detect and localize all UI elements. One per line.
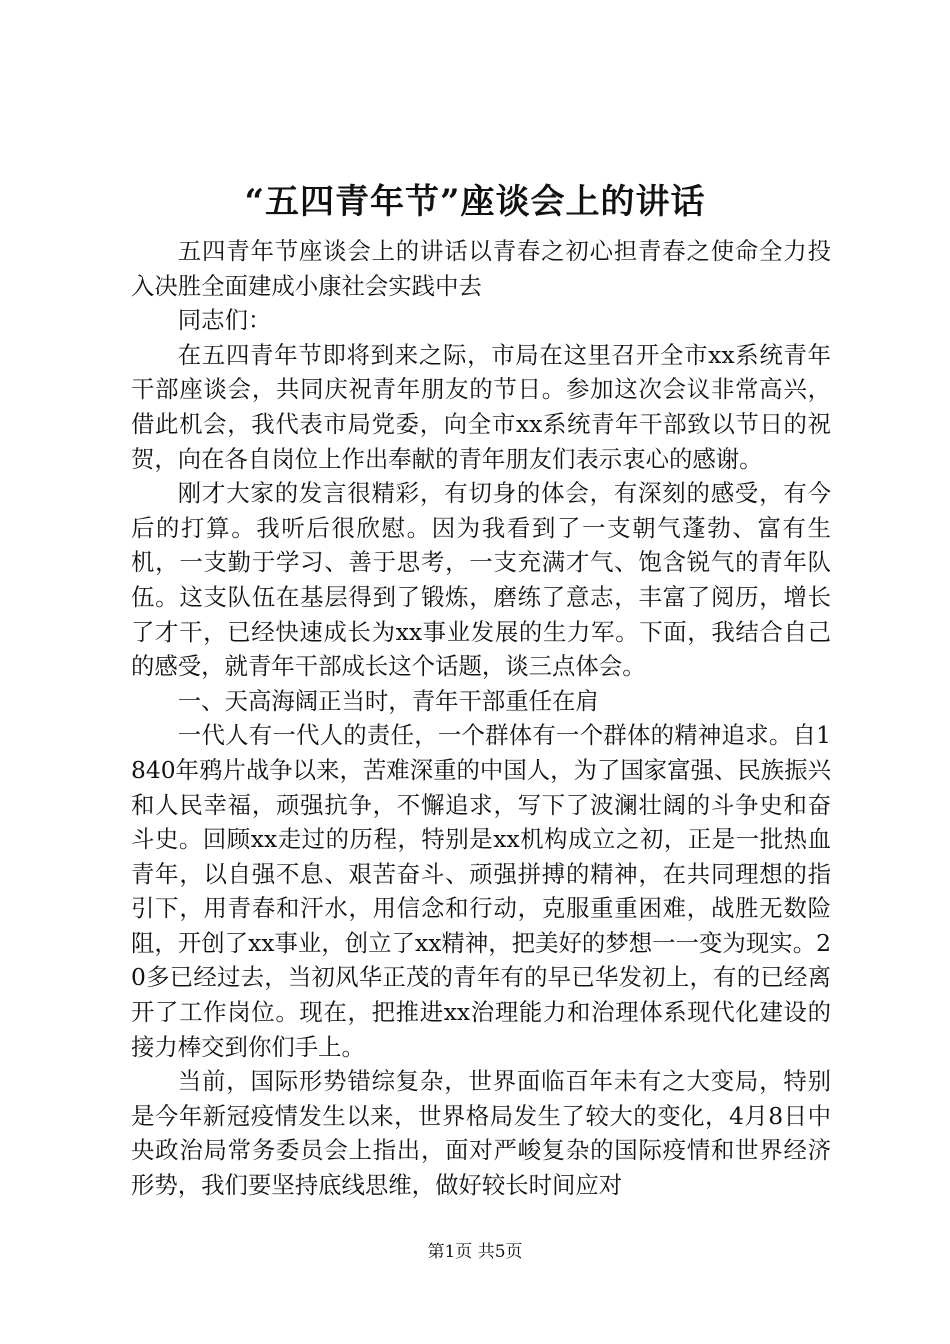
paragraph: 当前，国际形势错综复杂，世界面临百年未有之大变局，特别是今年新冠疫情发生以来，世界格局发生了较大的变化，4月8日中央政治局常务委员会上指出，面对严峻复杂的国际疫情和世界经济形势，我们要坚持底线思维，做好较长时间应对 — [131, 1067, 831, 1200]
paragraph-salutation: 同志们： — [177, 306, 272, 335]
paragraph: 刚才大家的发言很精彩，有切身的体会，有深刻的感受，有今后的打算。我听后很欣慰。因为我看到了一支朝气蓬勃、富有生机，一支勤于学习、善于思考，一支充满才气、饱含锐气的青年队伍。这支队伍在基层得到了锻炼，磨练了意志，丰富了阅历，增长了才干，已经快速成长为xx事业发展的生力军。下面，我结合自己的感受，就青年干部成长这个话题，谈三点体会。 — [131, 479, 831, 681]
paragraph: 在五四青年节即将到来之际，市局在这里召开全市xx系统青年干部座谈会，共同庆祝青年朋友的节日。参加这次会议非常高兴，借此机会，我代表市局党委，向全市xx系统青年干部致以节日的祝贺，向在各自岗位上作出奉献的青年朋友们表示衷心的感谢。 — [131, 340, 831, 473]
document-body — [131, 234, 831, 1203]
page-number: 第1页 共5页 — [427, 1242, 523, 1262]
paragraph-subtitle: 五四青年节座谈会上的讲话以青春之初心担青春之使命全力投入决胜全面建成小康社会实践中去 — [131, 237, 831, 300]
section-heading: 一、天高海阔正当时，青年干部重任在肩 — [177, 686, 599, 715]
paragraph: 一代人有一代人的责任，一个群体有一个群体的精神追求。自1840年鸦片战争以来，苦难深重的中国人，为了国家富强、民族振兴和人民幸福，顽强抗争，不懈追求，写下了波澜壮阔的斗争史和奋斗史。回顾xx走过的历程，特别是xx机构成立之初，正是一批热血青年，以自强不息、艰苦奋斗、顽强拼搏的精神，在共同理想的指引下，用青春和汗水，用信念和行动，克服重重困难，战胜无数险阻，开创了xx事业，创立了xx精神，把美好的梦想一一变为现实。20多已经过去，当初风华正茂的青年有的早已华发初上，有的已经离开了工作岗位。现在，把推进xx治理能力和治理体系现代化建设的接力棒交到你们手上。 — [131, 721, 831, 1061]
document-title: “五四青年节”座谈会上的讲话 — [244, 182, 706, 222]
